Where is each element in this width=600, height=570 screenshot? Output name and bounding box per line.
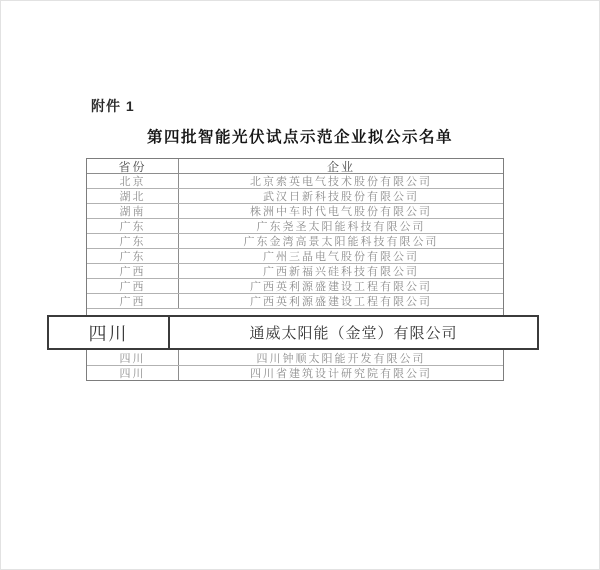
company-cell: 广西新福兴硅科技有限公司 bbox=[263, 266, 419, 278]
table-row bbox=[87, 350, 503, 366]
company-cell: 广东金湾高景太阳能科技有限公司 bbox=[243, 236, 439, 248]
company-cell: 武汉日新科技股份有限公司 bbox=[263, 191, 419, 203]
table-row bbox=[87, 249, 503, 264]
province-header: 省份 bbox=[87, 159, 179, 173]
table-row bbox=[87, 189, 503, 204]
province-cell: 广西 bbox=[87, 264, 179, 278]
company-cell: 北京索英电气技术股份有限公司 bbox=[250, 176, 432, 188]
company-cell: 四川省建筑设计研究院有限公司 bbox=[250, 368, 432, 380]
page-title: 第四批智能光伏试点示范企业拟公示名单 bbox=[146, 129, 453, 146]
company-cell: 四川钟顺太阳能开发有限公司 bbox=[256, 352, 426, 365]
company-cell: 广西英利源盛建设工程有限公司 bbox=[250, 296, 432, 308]
province-cell: 北京 bbox=[87, 174, 179, 188]
province-cell: 广西 bbox=[87, 294, 179, 308]
enterprise-table-upper bbox=[86, 158, 504, 315]
province-cell: 广东 bbox=[87, 234, 179, 248]
province-cell: 湖南 bbox=[87, 204, 179, 218]
table-row bbox=[87, 264, 503, 279]
table-row bbox=[87, 294, 503, 309]
company-cell: 广州三晶电气股份有限公司 bbox=[263, 251, 419, 263]
province-cell: 四川 bbox=[87, 366, 179, 380]
attachment-label: 附件 1 bbox=[91, 98, 135, 114]
company-cell: 株洲中车时代电气股份有限公司 bbox=[250, 206, 432, 218]
company-header: 企业 bbox=[326, 159, 355, 173]
highlighted-province-cell: 四川 bbox=[49, 317, 170, 348]
table-row bbox=[87, 219, 503, 234]
province-cell: 湖北 bbox=[87, 189, 179, 203]
highlighted-company-cell: 通威太阳能（金堂）有限公司 bbox=[249, 326, 458, 342]
province-cell: 四川 bbox=[87, 350, 179, 365]
province-cell: 广东 bbox=[87, 249, 179, 263]
table-header-row bbox=[87, 159, 503, 174]
province-cell: 广东 bbox=[87, 219, 179, 233]
table-row bbox=[87, 174, 503, 189]
table-row bbox=[87, 279, 503, 294]
company-cell: 广西英利源盛建设工程有限公司 bbox=[250, 281, 432, 293]
table-row bbox=[87, 366, 503, 380]
company-cell: 广东尧圣太阳能科技有限公司 bbox=[256, 221, 426, 233]
enterprise-table-lower bbox=[86, 350, 504, 381]
table-row bbox=[87, 204, 503, 219]
highlighted-table-row bbox=[47, 315, 539, 350]
table-row bbox=[87, 234, 503, 249]
province-cell: 广西 bbox=[87, 279, 179, 293]
